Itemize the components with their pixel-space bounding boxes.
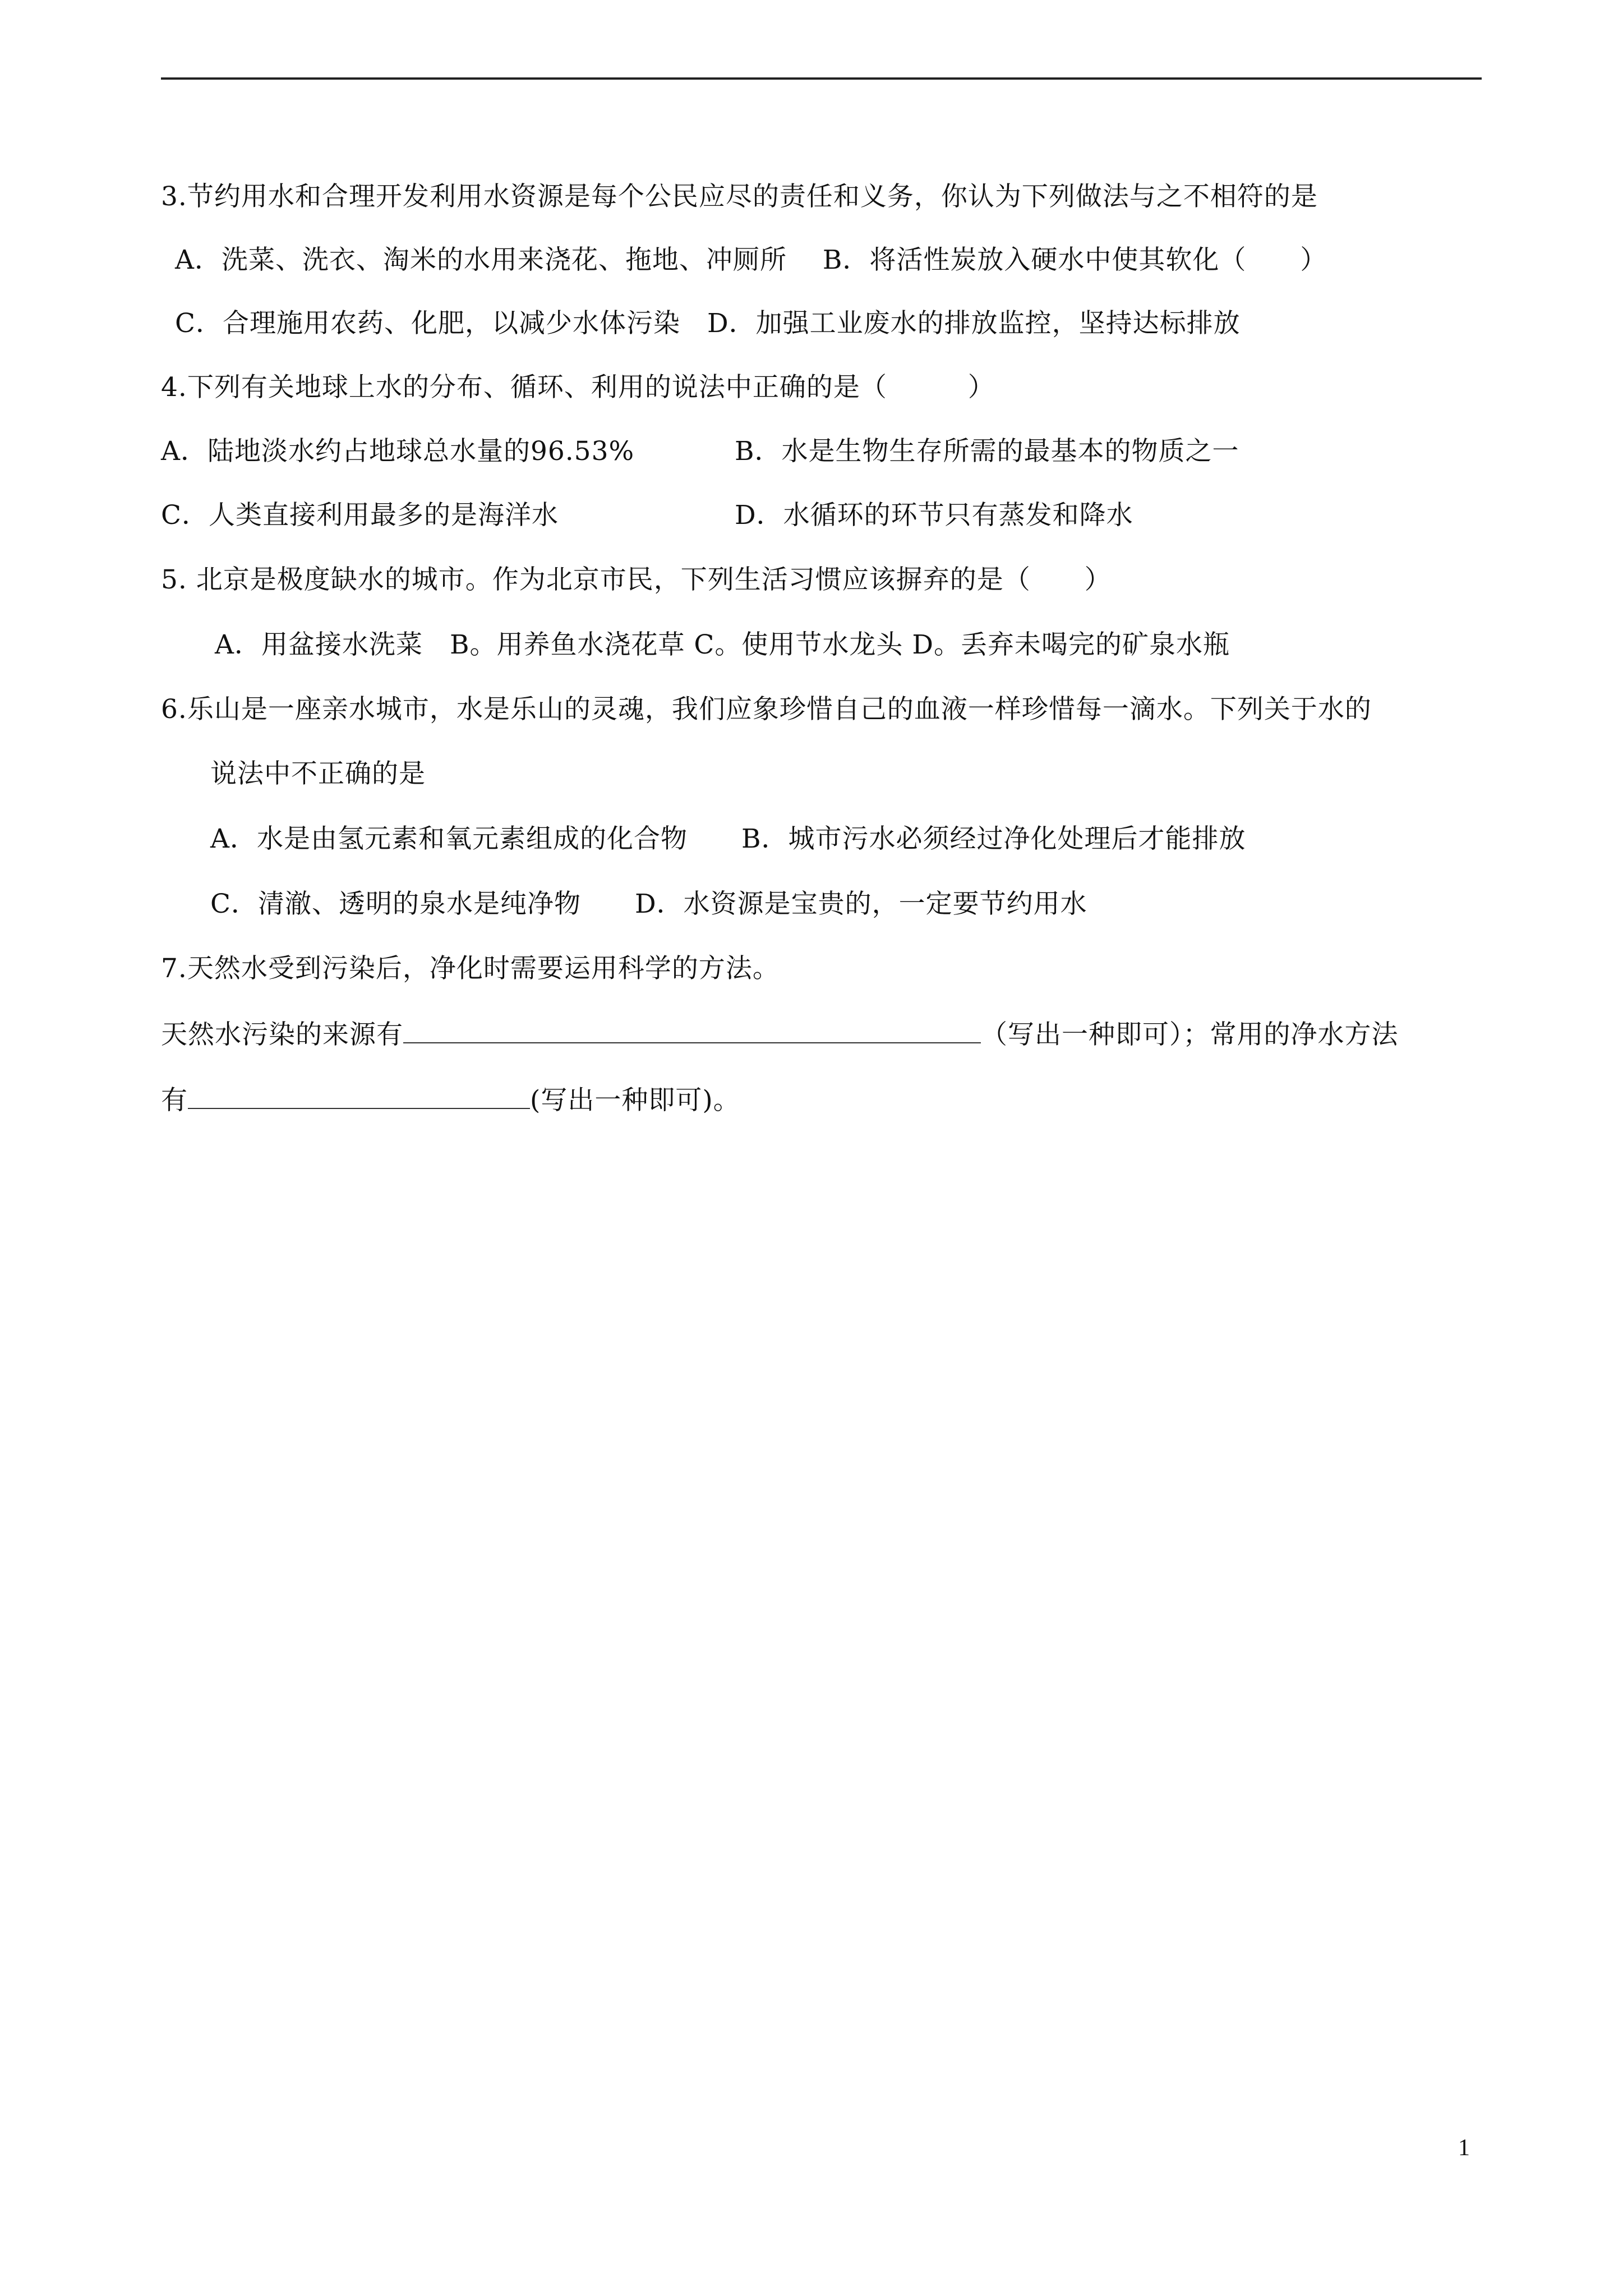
question-7-line-2-suffix: (写出一种即可)。: [530, 1085, 740, 1116]
question-5-options: A．用盆接水洗菜 B。用养鱼水浇花草 C。使用节水龙头 D。丢弃未喝完的矿泉水瓶: [215, 629, 1230, 660]
question-7-line-2-prefix: 有: [161, 1085, 188, 1116]
question-7-stem: 7.天然水受到污染后，净化时需要运用科学的方法。: [161, 953, 780, 984]
question-5-stem: 5. 北京是极度缺水的城市。作为北京市民，下列生活习惯应该摒弃的是（ ）: [161, 564, 1112, 595]
page-number: 1: [1458, 2135, 1470, 2161]
question-4-stem: 4.下列有关地球上水的分布、循环、利用的说法中正确的是（ ）: [161, 372, 995, 403]
question-6-stem-line-1: 6.乐山是一座亲水城市，水是乐山的灵魂，我们应象珍惜自己的血液一样珍惜每一滴水。下列关于水的: [161, 694, 1372, 725]
question-3-options-cd: C．合理施用农药、化肥，以减少水体污染 D．加强工业废水的排放监控，坚持达标排放: [175, 308, 1241, 339]
question-7-line-1-prefix: 天然水污染的来源有: [161, 1019, 403, 1050]
question-7-line-1-suffix: （写出一种即可）；常用的净水方法: [981, 1019, 1399, 1050]
answer-blank-purification-method[interactable]: [188, 1085, 530, 1109]
question-3-stem: 3.节约用水和合理开发利用水资源是每个公民应尽的责任和义务，你认为下列做法与之不相符的是: [161, 181, 1318, 212]
header-rule: [161, 77, 1482, 80]
question-4-option-d: D．水循环的环节只有蒸发和降水: [735, 500, 1133, 531]
question-6-options-ab: A．水是由氢元素和氧元素组成的化合物 B．城市污水必须经过净化处理后才能排放: [210, 823, 1246, 854]
question-4-option-c: C．人类直接利用最多的是海洋水: [161, 500, 559, 531]
question-7-fill-line-1: [161, 1020, 1399, 1048]
question-6-options-cd: C．清澈、透明的泉水是纯净物 D．水资源是宝贵的，一定要节约用水: [210, 889, 1087, 919]
question-6-stem-line-2: 说法中不正确的是: [210, 758, 426, 789]
answer-blank-pollution-source[interactable]: [403, 1020, 981, 1043]
question-4-option-b: B．水是生物生存所需的最基本的物质之一: [735, 436, 1239, 467]
question-7-fill-line-2: [161, 1085, 740, 1114]
question-3-options-ab: A．洗菜、洗衣、淘米的水用来浇花、拖地、冲厕所 B．将活性炭放入硬水中使其软化（ ）: [175, 245, 1327, 275]
question-4-option-a: A．陆地淡水约占地球总水量的96.53%: [161, 436, 635, 467]
